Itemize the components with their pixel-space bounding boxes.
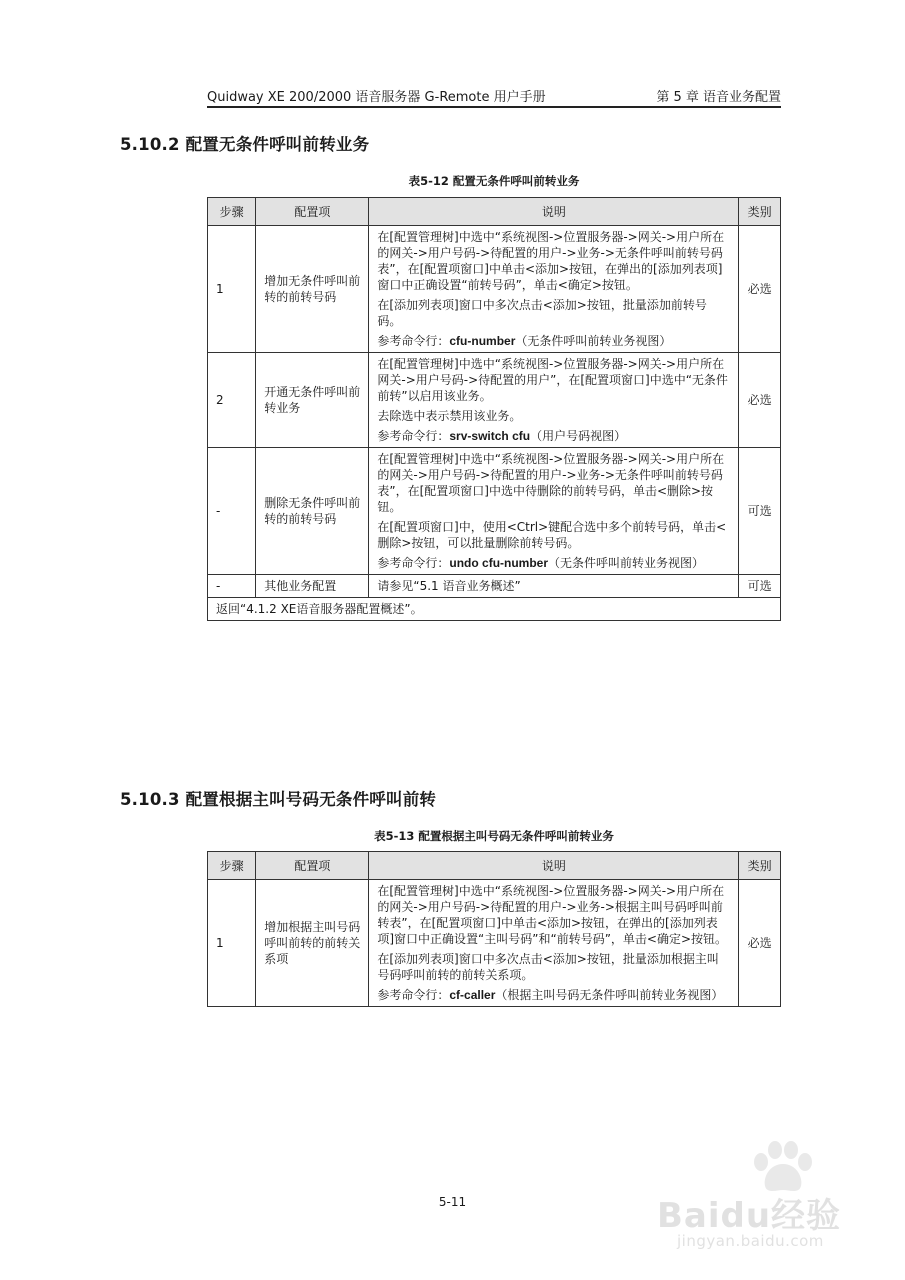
section-title-5-10-2: 5.10.2 配置无条件呼叫前转业务 [120,135,370,154]
watermark-site: jingyan.baidu.com [677,1232,824,1250]
desc-paragraph: 在[配置管理树]中选中“系统视图->位置服务器->网关->用户所在的网关->用户号码->待配置的用户->业务->无条件呼叫前转号码表”，在[配置项窗口]中选中待删除的前转号码，单击<删除>按钮。 [377,452,725,514]
column-header-category: 类别 [739,198,781,226]
item-cell: 开通无条件呼叫前转业务 [256,353,369,448]
item-cell: 增加无条件呼叫前转的前转号码 [256,226,369,353]
ref-prefix: 参考命令行： [377,429,450,443]
desc-paragraph: 在[配置项窗口]中，使用<Ctrl>键配合选中多个前转号码，单击<删除>按钮，可以批量删除前转号码。 [377,520,727,550]
ref-command-line [377,987,730,1003]
table-caption-5-13: 表5-13 配置根据主叫号码无条件呼叫前转业务 [374,829,614,843]
item-cell: 其他业务配置 [256,575,369,598]
ref-view: （无条件呼叫前转业务视图） [548,556,705,570]
desc-cell: 请参见“5.1 语音业务概述” [369,575,739,598]
ref-prefix: 参考命令行： [377,334,450,348]
column-header-step: 步骤 [208,852,256,880]
ref-view: （无条件呼叫前转业务视图） [515,334,672,348]
watermark-brand: Baidu经验 [657,1196,842,1236]
watermark [657,1140,857,1250]
category-cell: 必选 [739,353,781,448]
column-header-desc: 说明 [369,198,739,226]
category-cell: 必选 [739,226,781,353]
category-cell: 必选 [739,880,781,1007]
category-cell: 可选 [739,575,781,598]
ref-command: cfu-number [449,334,516,348]
step-cell: 1 [208,226,256,353]
column-header-desc: 说明 [369,852,739,880]
ref-command: undo cfu-number [449,556,549,570]
table-row [208,448,781,575]
table-row [208,575,781,598]
item-cell: 增加根据主叫号码呼叫前转的前转关系项 [256,880,369,1007]
column-header-step: 步骤 [208,198,256,226]
ref-command-line [377,555,730,571]
table-header-row [208,852,781,880]
desc-paragraph: 在[配置管理树]中选中“系统视图->位置服务器->网关->用户所在网关->用户号码->待配置的用户”，在[配置项窗口]中选中“无条件前转”以启用该业务。 [377,357,728,403]
ref-prefix: 参考命令行： [377,556,450,570]
desc-cell [369,448,739,575]
column-header-item: 配置项 [256,852,369,880]
table-row [208,226,781,353]
ref-command-line [377,428,730,444]
step-cell: - [208,575,256,598]
desc-paragraph: 去除选中表示禁用该业务。 [377,409,522,423]
category-cell: 可选 [739,448,781,575]
table-5-12 [207,197,781,621]
ref-view: （用户号码视图） [530,429,627,443]
step-cell: 2 [208,353,256,448]
desc-paragraph: 在[配置管理树]中选中“系统视图->位置服务器->网关->用户所在的网关->用户号码->待配置的用户->业务->无条件呼叫前转号码表”，在[配置项窗口]中单击<添加>按钮，在弹出的[添加列表项]窗口中正确设置“前转号码”，单击<确定>按钮。 [377,230,725,292]
ref-view: （根据主叫号码无条件呼叫前转业务视图） [495,988,724,1002]
page-header [207,86,781,108]
page-number: 5-11 [438,1195,467,1209]
desc-cell [369,353,739,448]
desc-cell [369,226,739,353]
ref-command: srv-switch cfu [449,429,531,443]
table-row [208,353,781,448]
desc-paragraph: 在[添加列表项]窗口中多次点击<添加>按钮，批量添加根据主叫号码呼叫前转的前转关系项。 [377,952,719,982]
ref-command: cf-caller [449,988,496,1002]
desc-cell [369,880,739,1007]
table-5-13 [207,851,781,1007]
section-title-5-10-3: 5.10.3 配置根据主叫号码无条件呼叫前转 [120,790,437,809]
item-cell: 删除无条件呼叫前转的前转号码 [256,448,369,575]
table-row [208,880,781,1007]
table-footer-row [208,598,781,621]
column-header-category: 类别 [739,852,781,880]
column-header-item: 配置项 [256,198,369,226]
desc-paragraph: 在[配置管理树]中选中“系统视图->位置服务器->网关->用户所在的网关->用户号码->待配置的用户->业务->根据主叫号码呼叫前转表”，在[配置项窗口]中单击<添加>按钮，在弹出的[添加列表项]窗口中正确设置“主叫号码”和“前转号码”，单击<确定>按钮。 [377,884,728,946]
header-chapter: 第 5 章 语音业务配置 [656,90,781,105]
table-caption-5-12: 表5-12 配置无条件呼叫前转业务 [408,174,580,188]
desc-paragraph: 在[添加列表项]窗口中多次点击<添加>按钮，批量添加前转号码。 [377,298,707,328]
return-link-note: 返回“4.1.2 XE语音服务器配置概述”。 [208,598,781,621]
ref-command-line [377,333,730,349]
ref-prefix: 参考命令行： [377,988,450,1002]
table-header-row [208,198,781,226]
step-cell: 1 [208,880,256,1007]
header-manual-title: Quidway XE 200/2000 语音服务器 G-Remote 用户手册 [207,90,546,105]
step-cell: - [208,448,256,575]
paw-icon [747,1140,817,1195]
